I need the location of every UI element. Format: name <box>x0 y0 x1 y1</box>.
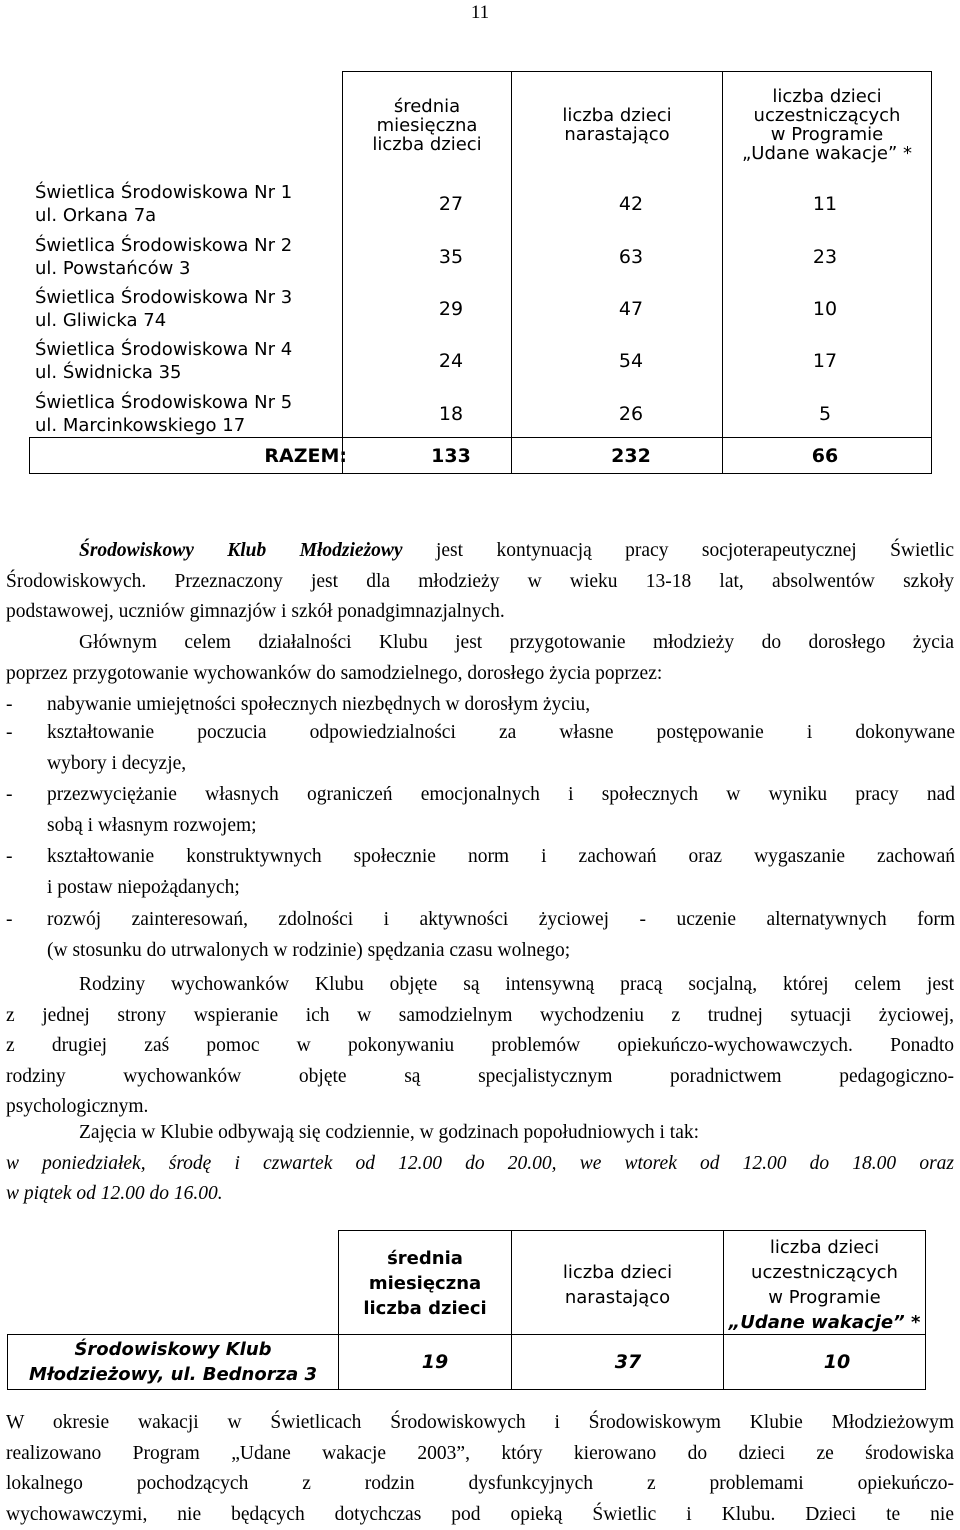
text-line: przezwyciężanie własnych ograniczeń emocjonalnych i społecznych w wyniku pracy nad <box>47 784 955 805</box>
total-cumulative: 232 <box>611 445 651 467</box>
goal-list-item <box>0 780 960 842</box>
text-line: nabywanie umiejętności społecznych niezbędnych w dorosłym życiu, <box>47 694 591 715</box>
goal-list-item <box>0 690 960 721</box>
text-line: kształtowanie poczucia odpowiedzialności za własne postępowanie i dokonywane <box>47 722 955 743</box>
goal-list-item <box>0 718 960 780</box>
header-cumulative <box>512 1260 723 1310</box>
text-line: z drugiej zaś pomoc w pokonywaniu problemów opiekuńczo-wychowawczych. Ponadto <box>6 1035 954 1057</box>
header-line: w Programie <box>768 1287 881 1308</box>
text-line: podstawowej, uczniów gimnazjów i szkół ponadgimnazjalnych. <box>6 601 505 623</box>
row-address: ul. Orkana 7a <box>35 205 157 226</box>
text-line: Głównym celem działalności Klubu jest przygotowanie młodzieży do dorosłego życia <box>79 632 954 653</box>
header-line: liczba dzieci <box>363 1298 487 1319</box>
row-name: Świetlica Środowiskowa Nr 5 <box>35 392 293 413</box>
header-line: miesięczna <box>368 1273 482 1294</box>
value-program: 23 <box>812 246 838 268</box>
value-program: 17 <box>812 350 838 372</box>
header-avg-monthly <box>343 71 511 179</box>
header-cumulative <box>512 71 722 179</box>
value-program: 10 <box>812 298 838 320</box>
text-line: Środowiskowych. Przeznaczony jest dla młodzieży w wieku 13-18 lat, absolwentów szkoły <box>6 570 954 592</box>
value-cumulative: 63 <box>618 246 644 268</box>
value-cumulative: 54 <box>618 350 644 372</box>
header-line: uczestniczących <box>751 1262 898 1283</box>
header-line: narastająco <box>564 1287 671 1308</box>
text-line: wychowawczymi, nie będących dotychczas pod opieką Świetlic i Klubu. Dzieci te nie <box>6 1503 954 1525</box>
value-avg: 27 <box>438 193 464 215</box>
schedule-line: w piątek od 12.00 do 16.00. <box>6 1183 223 1205</box>
value-cumulative: 26 <box>618 403 644 425</box>
header-line: narastająco <box>564 124 670 145</box>
header-line: liczba dzieci <box>562 105 672 126</box>
schedule-paragraph <box>6 1118 954 1210</box>
schedule-line: w poniedziałek, środę i czwartek od 12.00 do 20.00, we wtorek od 12.00 do 18.00 oraz <box>6 1152 954 1174</box>
text-line: kształtowanie konstruktywnych społecznie norm i zachowań oraz wygaszanie zachowań <box>47 846 955 867</box>
total-program: 66 <box>811 445 839 467</box>
row-address: ul. Powstańców 3 <box>35 258 191 279</box>
value-cumulative: 37 <box>614 1351 642 1373</box>
value-program: 10 <box>823 1351 851 1373</box>
bullet-dash: - <box>6 722 13 743</box>
text-line <box>6 536 954 567</box>
club-name-line: Środowiskowy Klub <box>74 1339 272 1360</box>
text-line: W okresie wakacji w Świetlicach Środowiskowych i Środowiskowym Klubie Młodzieżowym <box>6 1412 954 1433</box>
total-label: RAZEM: <box>264 445 347 467</box>
header-line: średnia <box>393 95 461 117</box>
row-address: ul. Świdnicka 35 <box>35 362 182 383</box>
header-line: średnia <box>387 1248 463 1269</box>
value-avg: 24 <box>438 350 464 372</box>
value-avg: 19 <box>421 1351 449 1373</box>
text-line: lokalnego pochodzących z rodzin dysfunkcyjnych z problemami opiekuńczo- <box>6 1473 954 1495</box>
text-line: rozwój zainteresowań, zdolności i aktywności życiowej - uczenie alternatywnych form <box>47 909 955 930</box>
text-line: z jednej strony wspieranie ich w samodzielnym wychodzeniu z trudnej sytuacji życiowej, <box>6 1004 954 1026</box>
text-line: realizowano Program „Udane wakacje 2003”, który kierowano do dzieci ze środowiska <box>6 1442 954 1464</box>
club-address-line: Młodzieżowy, ul. Bednorza 3 <box>28 1364 318 1385</box>
total-avg: 133 <box>431 445 471 467</box>
header-program-participants <box>723 71 931 179</box>
club-row-label <box>8 1337 338 1387</box>
club-stats-table <box>0 1230 960 1390</box>
header-line: „Udane wakacje” * <box>728 1312 921 1333</box>
page-number: 11 <box>470 2 490 23</box>
value-cumulative: 42 <box>618 193 644 215</box>
club-goal-paragraph <box>6 628 954 689</box>
text-line: Rodziny wychowanków Klubu objęte są intensywną pracą socjalną, której celem jest <box>79 974 954 995</box>
text-line: rodziny wychowanków objęte są specjalistycznym poradnictwem pedagogiczno- <box>6 1065 954 1087</box>
families-paragraph <box>6 970 954 1123</box>
row-name: Świetlica Środowiskowa Nr 4 <box>35 339 293 360</box>
header-line: liczba dzieci <box>769 1237 880 1258</box>
club-intro-paragraph <box>6 536 954 628</box>
value-program: 11 <box>812 193 838 215</box>
row-address: ul. Gliwicka 74 <box>35 310 167 331</box>
text-fragment: jest kontynuacją pracy socjoterapeutycznej Świetlic <box>402 540 954 561</box>
text-line: poprzez przygotowanie wychowanków do samodzielnego, dorosłego życia poprzez: <box>6 662 663 684</box>
row-name: Świetlica Środowiskowa Nr 2 <box>35 235 293 256</box>
text-line: wybory i decyzje, <box>47 752 187 774</box>
header-line: liczba dzieci <box>562 1262 673 1283</box>
header-line: w Programie <box>770 124 884 145</box>
header-line: liczba dzieci <box>372 133 482 155</box>
row-name: Świetlica Środowiskowa Nr 1 <box>35 182 293 203</box>
text-line: psychologicznym. <box>6 1096 149 1118</box>
value-avg: 29 <box>438 298 464 320</box>
row-address: ul. Marcinkowskiego 17 <box>35 415 246 436</box>
bullet-dash: - <box>6 784 13 805</box>
goal-list-item <box>0 842 960 904</box>
children-stats-table <box>29 71 932 474</box>
header-program-participants <box>724 1235 925 1335</box>
bullet-dash: - <box>6 694 13 715</box>
header-line: uczestniczących <box>753 105 901 126</box>
bullet-dash: - <box>6 909 13 930</box>
row-name: Świetlica Środowiskowa Nr 3 <box>35 287 293 308</box>
value-avg: 35 <box>438 246 464 268</box>
bullet-dash: - <box>6 846 13 867</box>
text-line: Zajęcia w Klubie odbywają się codziennie, w godzinach popołudniowych i tak: <box>79 1122 700 1143</box>
header-line: liczba dzieci <box>772 86 882 107</box>
summer-program-paragraph <box>6 1408 954 1530</box>
value-cumulative: 47 <box>618 298 644 320</box>
header-line: „Udane wakacje” * <box>741 143 913 164</box>
value-program: 5 <box>818 403 832 425</box>
goal-list-item <box>0 905 960 967</box>
club-name: Środowiskowy Klub Młodzieżowy <box>79 540 403 561</box>
text-line: (w stosunku do utrwalonych w rodzinie) spędzania czasu wolnego; <box>47 939 571 961</box>
header-line: miesięczna <box>376 114 478 136</box>
value-avg: 18 <box>438 403 464 425</box>
header-avg-monthly <box>339 1246 511 1321</box>
text-line: i postaw niepożądanych; <box>47 876 240 898</box>
text-line: sobą i własnym rozwojem; <box>47 814 257 836</box>
